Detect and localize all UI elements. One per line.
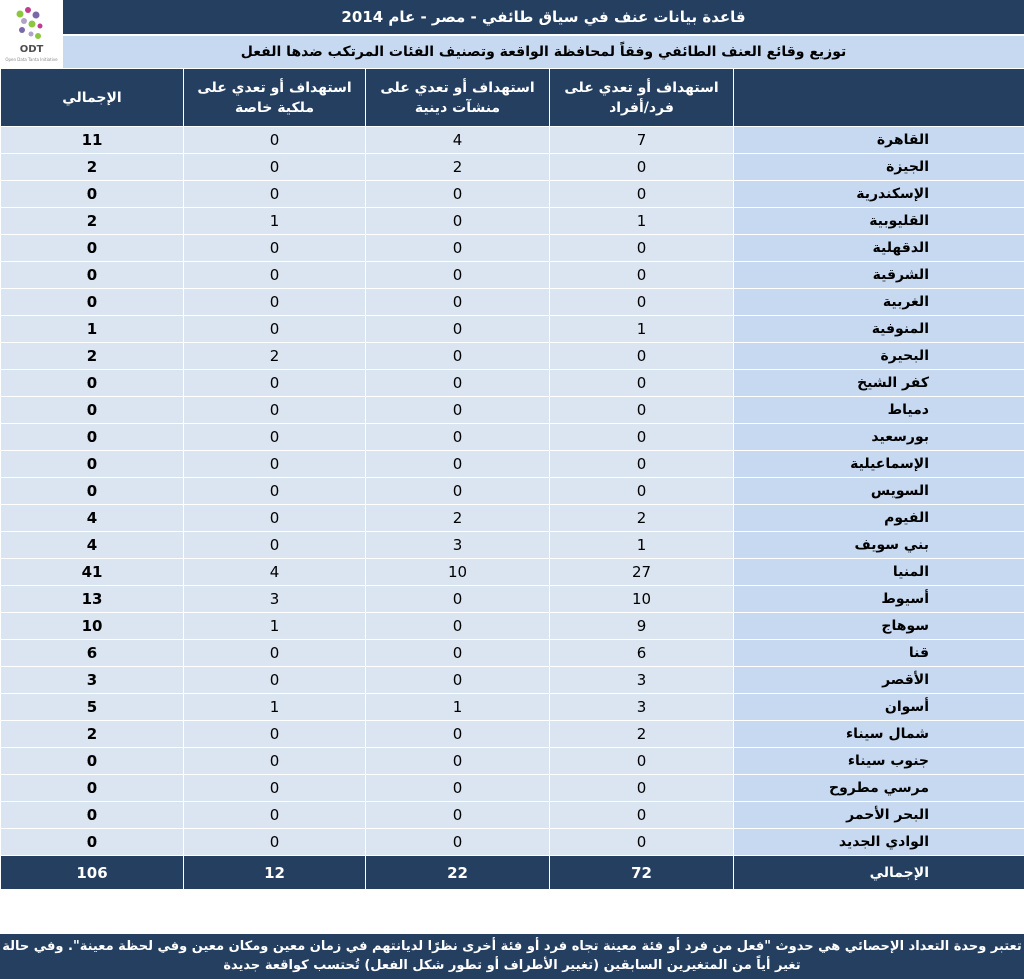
cell-total: 6 — [1, 640, 184, 667]
cell-individuals: 0 — [550, 343, 734, 370]
cell-religious: 0 — [366, 586, 550, 613]
cell-governorate: القليوبية — [734, 208, 1024, 235]
cell-total: 0 — [1, 451, 184, 478]
cell-total: 13 — [1, 586, 184, 613]
cell-religious: 0 — [366, 424, 550, 451]
violence-table — [0, 68, 1024, 890]
table-row — [1, 748, 1024, 775]
cell-governorate: شمال سيناء — [734, 721, 1024, 748]
cell-individuals: 0 — [550, 289, 734, 316]
cell-individuals: 1 — [550, 316, 734, 343]
table-row — [1, 343, 1024, 370]
total-religious: 22 — [366, 856, 550, 890]
cell-property: 0 — [184, 424, 366, 451]
cell-property: 0 — [184, 154, 366, 181]
cell-religious: 0 — [366, 343, 550, 370]
table-row — [1, 289, 1024, 316]
cell-governorate: الأقصر — [734, 667, 1024, 694]
table-row — [1, 640, 1024, 667]
cell-property: 0 — [184, 640, 366, 667]
cell-governorate: مرسي مطروح — [734, 775, 1024, 802]
cell-religious: 0 — [366, 613, 550, 640]
cell-property: 0 — [184, 667, 366, 694]
cell-religious: 10 — [366, 559, 550, 586]
cell-individuals: 0 — [550, 775, 734, 802]
cell-governorate: بورسعيد — [734, 424, 1024, 451]
cell-property: 0 — [184, 775, 366, 802]
cell-religious: 4 — [366, 127, 550, 154]
header-individuals: استهداف أو تعدي على فرد/أفراد — [550, 69, 734, 127]
cell-governorate: كفر الشيخ — [734, 370, 1024, 397]
table-row — [1, 262, 1024, 289]
cell-individuals: 7 — [550, 127, 734, 154]
cell-religious: 0 — [366, 316, 550, 343]
table-row — [1, 397, 1024, 424]
cell-individuals: 0 — [550, 397, 734, 424]
table-row — [1, 694, 1024, 721]
header-governorate — [734, 69, 1024, 127]
cell-religious: 0 — [366, 775, 550, 802]
total-label: الإجمالي — [734, 856, 1024, 890]
table-row — [1, 208, 1024, 235]
cell-governorate: المنوفية — [734, 316, 1024, 343]
cell-individuals: 27 — [550, 559, 734, 586]
cell-total: 0 — [1, 181, 184, 208]
table-row — [1, 127, 1024, 154]
cell-total: 41 — [1, 559, 184, 586]
table-row — [1, 532, 1024, 559]
cell-property: 0 — [184, 181, 366, 208]
cell-governorate: الإسماعيلية — [734, 451, 1024, 478]
total-grand: 106 — [1, 856, 184, 890]
table-row — [1, 235, 1024, 262]
table-row — [1, 802, 1024, 829]
logo-subtext: Open Data Tanta Initiative — [5, 57, 58, 62]
cell-total: 11 — [1, 127, 184, 154]
cell-property: 0 — [184, 748, 366, 775]
cell-religious: 0 — [366, 748, 550, 775]
cell-property: 0 — [184, 289, 366, 316]
cell-property: 0 — [184, 721, 366, 748]
cell-property: 0 — [184, 127, 366, 154]
cell-religious: 0 — [366, 289, 550, 316]
cell-religious: 0 — [366, 478, 550, 505]
cell-religious: 0 — [366, 829, 550, 856]
cell-property: 1 — [184, 208, 366, 235]
cell-religious: 3 — [366, 532, 550, 559]
table-row — [1, 154, 1024, 181]
cell-religious: 0 — [366, 397, 550, 424]
cell-total: 3 — [1, 667, 184, 694]
cell-total: 0 — [1, 478, 184, 505]
table-row — [1, 613, 1024, 640]
cell-religious: 0 — [366, 262, 550, 289]
cell-total: 0 — [1, 829, 184, 856]
cell-individuals: 0 — [550, 424, 734, 451]
cell-governorate: بني سويف — [734, 532, 1024, 559]
cell-governorate: البحيرة — [734, 343, 1024, 370]
table-row — [1, 505, 1024, 532]
cell-total: 2 — [1, 208, 184, 235]
table-row — [1, 316, 1024, 343]
table-row — [1, 559, 1024, 586]
cell-property: 0 — [184, 370, 366, 397]
cell-property: 1 — [184, 694, 366, 721]
cell-religious: 0 — [366, 370, 550, 397]
cell-property: 0 — [184, 397, 366, 424]
cell-property: 1 — [184, 613, 366, 640]
cell-property: 4 — [184, 559, 366, 586]
cell-total: 10 — [1, 613, 184, 640]
cell-property: 0 — [184, 235, 366, 262]
cell-individuals: 1 — [550, 208, 734, 235]
cell-property: 0 — [184, 451, 366, 478]
cell-individuals: 9 — [550, 613, 734, 640]
cell-individuals: 0 — [550, 181, 734, 208]
cell-individuals: 0 — [550, 802, 734, 829]
table-row — [1, 721, 1024, 748]
cell-religious: 0 — [366, 667, 550, 694]
cell-individuals: 0 — [550, 262, 734, 289]
totals-row — [1, 856, 1024, 890]
cell-total: 0 — [1, 370, 184, 397]
total-property: 12 — [184, 856, 366, 890]
cell-total: 2 — [1, 154, 184, 181]
cell-religious: 0 — [366, 181, 550, 208]
cell-governorate: الدقهلية — [734, 235, 1024, 262]
cell-individuals: 1 — [550, 532, 734, 559]
cell-property: 3 — [184, 586, 366, 613]
cell-religious: 2 — [366, 154, 550, 181]
cell-property: 0 — [184, 478, 366, 505]
cell-property: 0 — [184, 505, 366, 532]
cell-individuals: 2 — [550, 721, 734, 748]
cell-governorate: الفيوم — [734, 505, 1024, 532]
cell-property: 0 — [184, 316, 366, 343]
table-row — [1, 451, 1024, 478]
cell-total: 0 — [1, 235, 184, 262]
table-header-row — [1, 69, 1024, 127]
cell-individuals: 0 — [550, 451, 734, 478]
odt-logo-icon — [12, 4, 52, 44]
cell-religious: 0 — [366, 235, 550, 262]
cell-total: 2 — [1, 721, 184, 748]
cell-individuals: 0 — [550, 748, 734, 775]
table-row — [1, 370, 1024, 397]
total-individuals: 72 — [550, 856, 734, 890]
cell-individuals: 3 — [550, 694, 734, 721]
cell-governorate: الوادي الجديد — [734, 829, 1024, 856]
cell-governorate: السويس — [734, 478, 1024, 505]
header-property: استهداف أو تعدي على ملكية خاصة — [184, 69, 366, 127]
cell-governorate: دمياط — [734, 397, 1024, 424]
cell-governorate: الغربية — [734, 289, 1024, 316]
cell-religious: 0 — [366, 721, 550, 748]
cell-individuals: 0 — [550, 235, 734, 262]
cell-religious: 0 — [366, 640, 550, 667]
cell-total: 2 — [1, 343, 184, 370]
cell-individuals: 0 — [550, 478, 734, 505]
cell-governorate: قنا — [734, 640, 1024, 667]
cell-property: 0 — [184, 802, 366, 829]
page-title: قاعدة بيانات عنف في سياق طائفي - مصر - عام 2014 — [63, 0, 1024, 34]
cell-governorate: الشرقية — [734, 262, 1024, 289]
cell-governorate: المنيا — [734, 559, 1024, 586]
cell-individuals: 2 — [550, 505, 734, 532]
cell-total: 0 — [1, 748, 184, 775]
cell-total: 1 — [1, 316, 184, 343]
logo-text: ODT — [19, 44, 44, 55]
cell-religious: 0 — [366, 802, 550, 829]
cell-individuals: 0 — [550, 829, 734, 856]
table-row — [1, 478, 1024, 505]
cell-total: 0 — [1, 397, 184, 424]
cell-religious: 2 — [366, 505, 550, 532]
header-total: الإجمالي — [1, 69, 184, 127]
table-row — [1, 667, 1024, 694]
cell-governorate: الإسكندرية — [734, 181, 1024, 208]
table-row — [1, 775, 1024, 802]
header-religious: استهداف أو تعدي على منشآت دينية — [366, 69, 550, 127]
cell-property: 0 — [184, 829, 366, 856]
footnote — [0, 934, 1024, 979]
cell-individuals: 0 — [550, 370, 734, 397]
cell-total: 4 — [1, 532, 184, 559]
cell-total: 0 — [1, 775, 184, 802]
cell-governorate: سوهاج — [734, 613, 1024, 640]
cell-governorate: أسيوط — [734, 586, 1024, 613]
cell-property: 0 — [184, 262, 366, 289]
table-row — [1, 181, 1024, 208]
table-row — [1, 424, 1024, 451]
cell-property: 0 — [184, 532, 366, 559]
cell-individuals: 6 — [550, 640, 734, 667]
table-row — [1, 586, 1024, 613]
cell-total: 0 — [1, 262, 184, 289]
cell-governorate: أسوان — [734, 694, 1024, 721]
cell-governorate: البحر الأحمر — [734, 802, 1024, 829]
cell-religious: 0 — [366, 451, 550, 478]
cell-religious: 1 — [366, 694, 550, 721]
table-row — [1, 829, 1024, 856]
cell-total: 0 — [1, 424, 184, 451]
page-subtitle: توزيع وقائع العنف الطائفي وفقاً لمحافظة الواقعة وتصنيف الفئات المرتكب ضدها الفعل — [63, 34, 1024, 68]
cell-governorate: الجيزة — [734, 154, 1024, 181]
cell-total: 4 — [1, 505, 184, 532]
cell-governorate: جنوب سيناء — [734, 748, 1024, 775]
cell-property: 2 — [184, 343, 366, 370]
cell-total: 0 — [1, 802, 184, 829]
cell-governorate: القاهرة — [734, 127, 1024, 154]
cell-religious: 0 — [366, 208, 550, 235]
cell-individuals: 10 — [550, 586, 734, 613]
footnote-line-2: تغير أياً من المتغيرين السابقين (تغيير الأطراف أو تطور شكل الفعل) تُحتسب كواقعة جديدة — [223, 958, 801, 973]
odt-logo — [0, 0, 64, 68]
cell-total: 5 — [1, 694, 184, 721]
footnote-line-1: تعتبر وحدة التعداد الإحصائي هي حدوث "فعل من فرد أو فئة معينة تجاه فرد أو فئة أخرى نظرًا لديانتهم في زمان معين ومكان معين وفي لحظة معينة". وفي حالة — [2, 939, 1022, 954]
cell-total: 0 — [1, 289, 184, 316]
cell-individuals: 3 — [550, 667, 734, 694]
cell-individuals: 0 — [550, 154, 734, 181]
